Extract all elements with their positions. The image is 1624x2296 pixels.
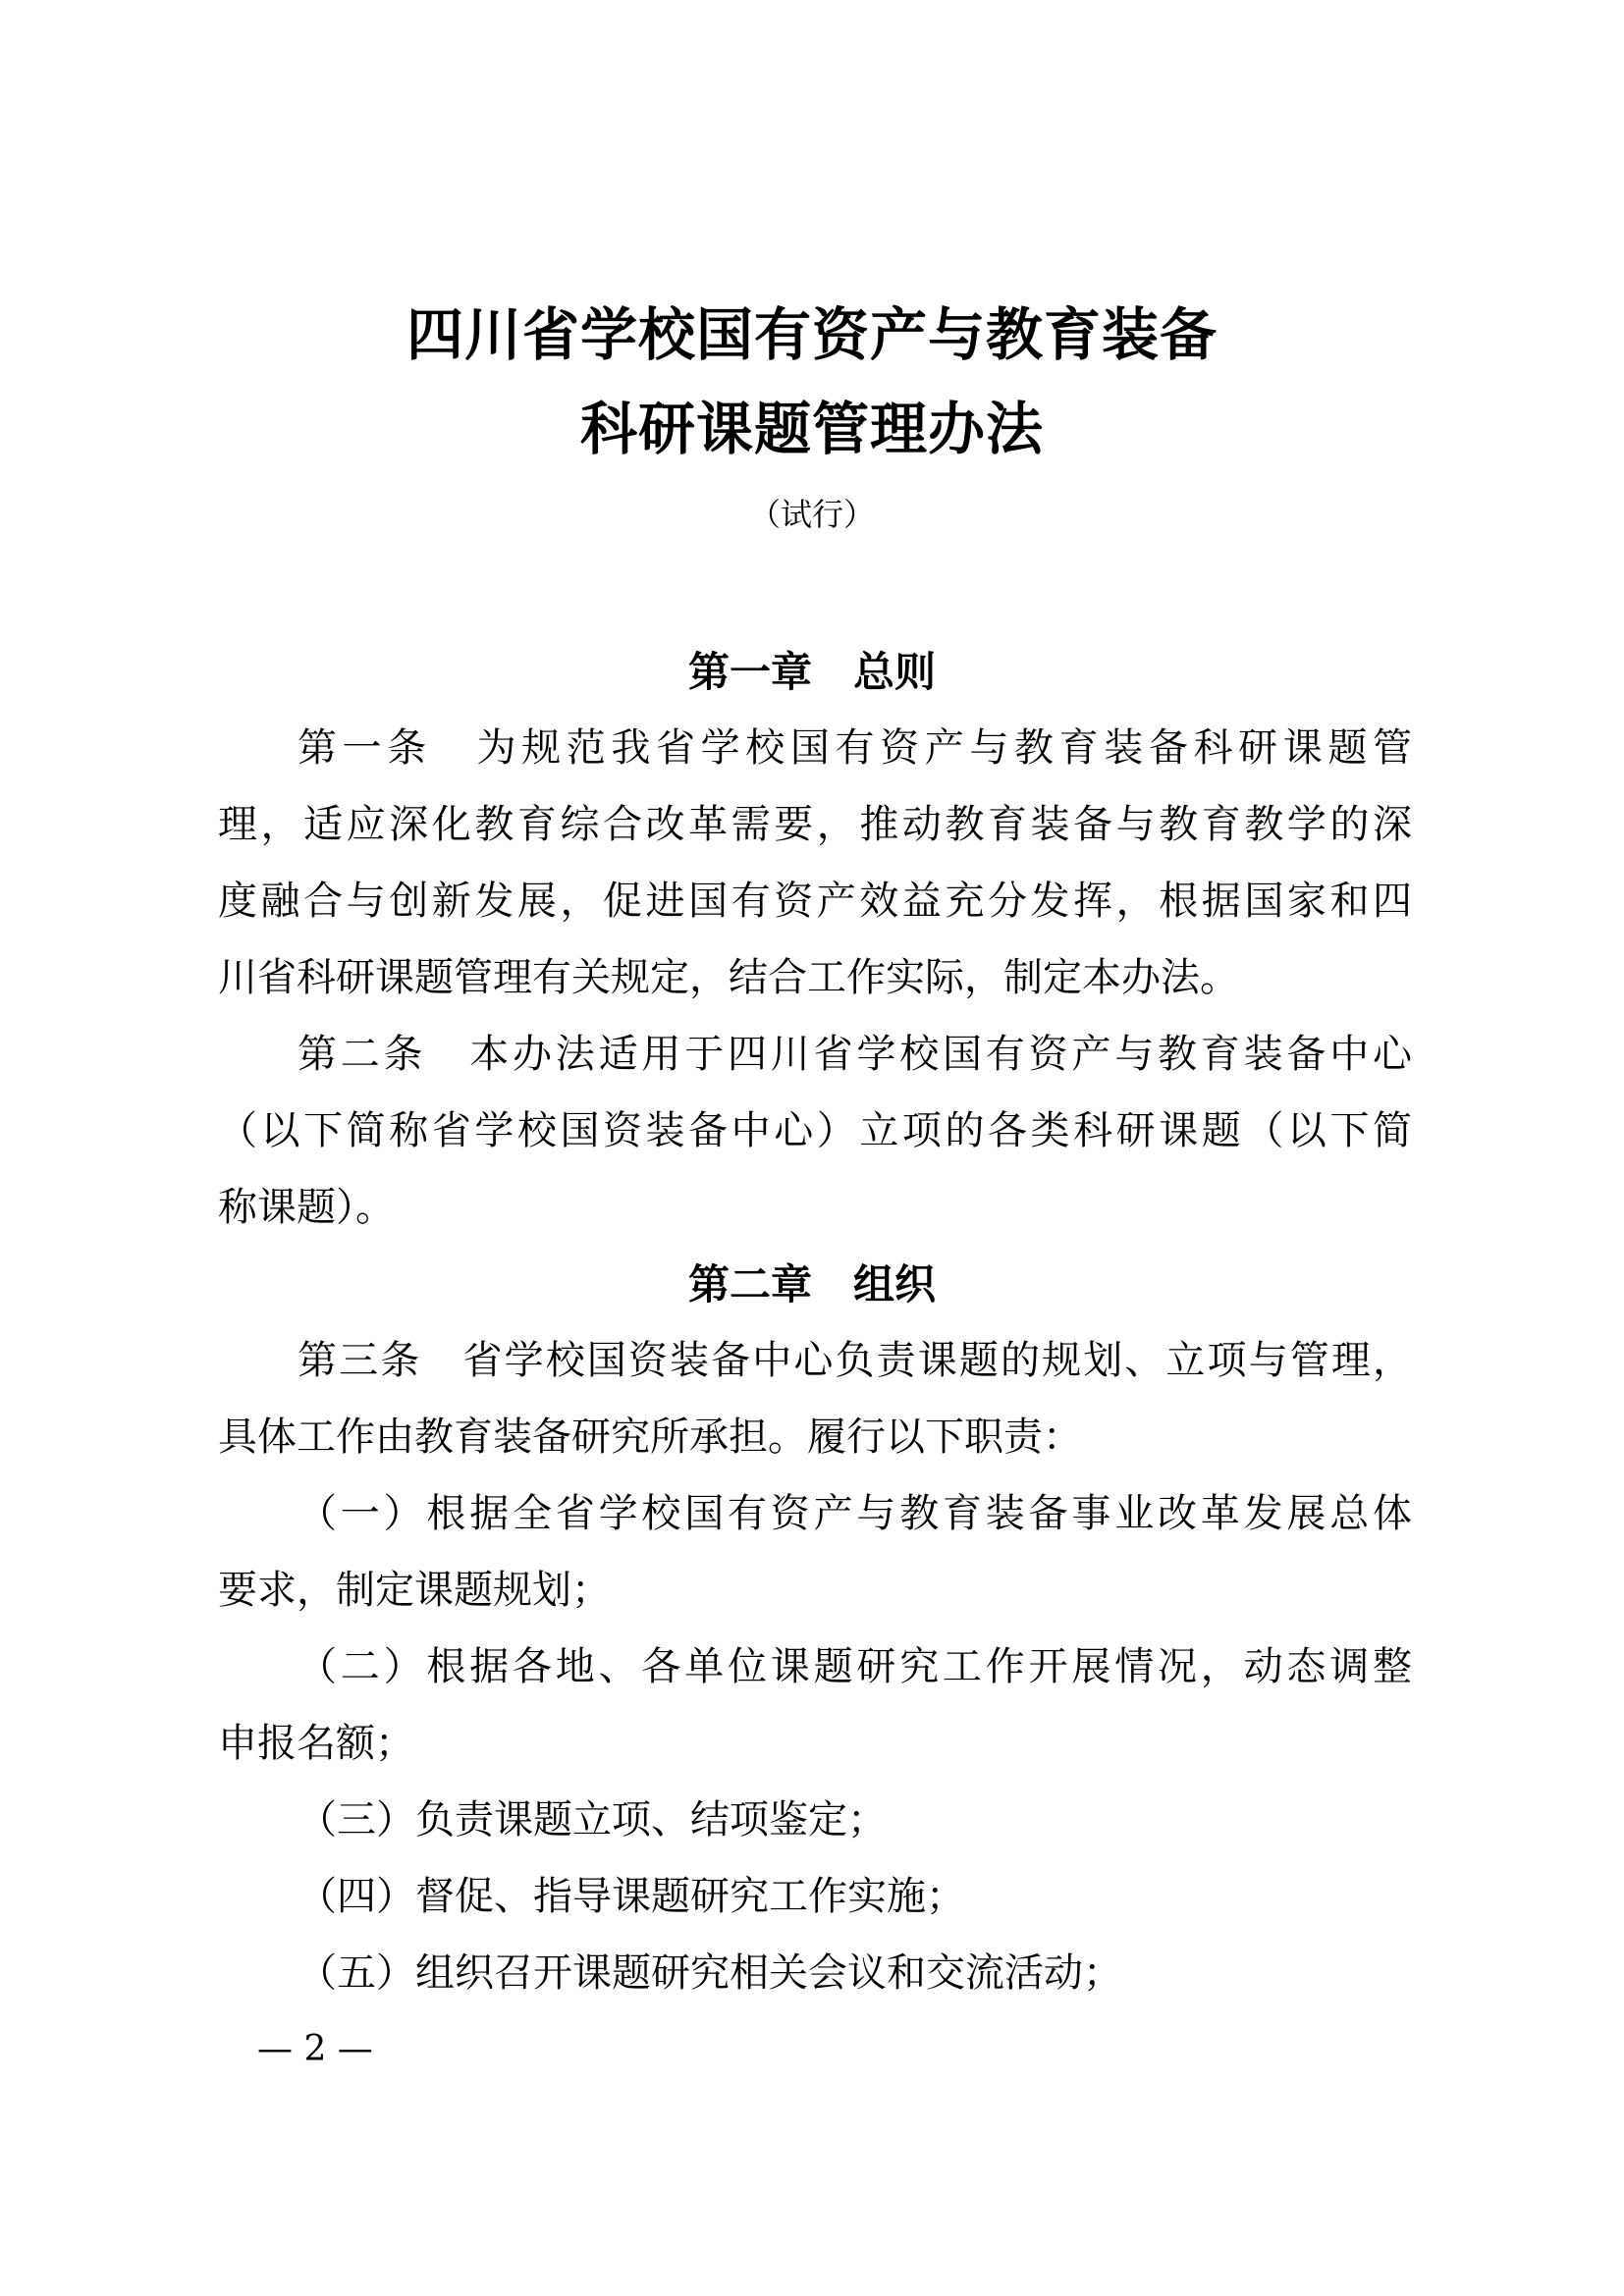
article-3-line: 具体工作由教育装备研究所承担。履行以下职责： xyxy=(218,1415,1082,1460)
list-item-2-line: 申报名额； xyxy=(218,1721,414,1766)
article-2-line: 称课题）。 xyxy=(218,1185,395,1230)
list-item-1-line: （一）根据全省学校国有资产与教育装备事业改革发展总体 xyxy=(298,1491,1412,1536)
article-1-line: 理，适应深化教育综合改革需要，推动教育装备与教育教学的深 xyxy=(218,802,1412,847)
article-1-line: 川省科研课题管理有关规定，结合工作实际，制定本办法。 xyxy=(218,955,1239,1000)
list-item-1-line: 要求，制定课题规划； xyxy=(218,1568,611,1613)
list-item-5: （五）组织召开课题研究相关会议和交流活动； xyxy=(298,1950,1122,1996)
article-2-line: （以下简称省学校国资装备中心）立项的各类科研课题（以下简 xyxy=(218,1108,1412,1153)
page-number: — 2 — xyxy=(257,2029,373,2069)
article-3-line: 第三条 省学校国资装备中心负责课题的规划、立项与管理， xyxy=(298,1338,1412,1383)
list-item-4: （四）督促、指导课题研究工作实施； xyxy=(298,1874,965,1919)
article-2-line: 第二条 本办法适用于四川省学校国有资产与教育装备中心 xyxy=(298,1032,1412,1077)
article-1-line: 度融合与创新发展，促进国有资产效益充分发挥，根据国家和四 xyxy=(218,879,1412,924)
list-item-3: （三）负责课题立项、结项鉴定； xyxy=(298,1797,887,1842)
doc-title-line-1: 四川省学校国有资产与教育装备 xyxy=(406,301,1218,368)
doc-title-line-2: 科研课题管理办法 xyxy=(579,396,1044,462)
article-1-line: 第一条 为规范我省学校国有资产与教育装备科研课题管 xyxy=(298,725,1412,771)
chapter-2-heading: 第二章 组织 xyxy=(687,1260,936,1308)
doc-subtitle: （试行） xyxy=(748,496,875,533)
chapter-1-heading: 第一章 总则 xyxy=(687,648,936,696)
list-item-2-line: （二）根据各地、各单位课题研究工作开展情况，动态调整 xyxy=(298,1644,1412,1689)
